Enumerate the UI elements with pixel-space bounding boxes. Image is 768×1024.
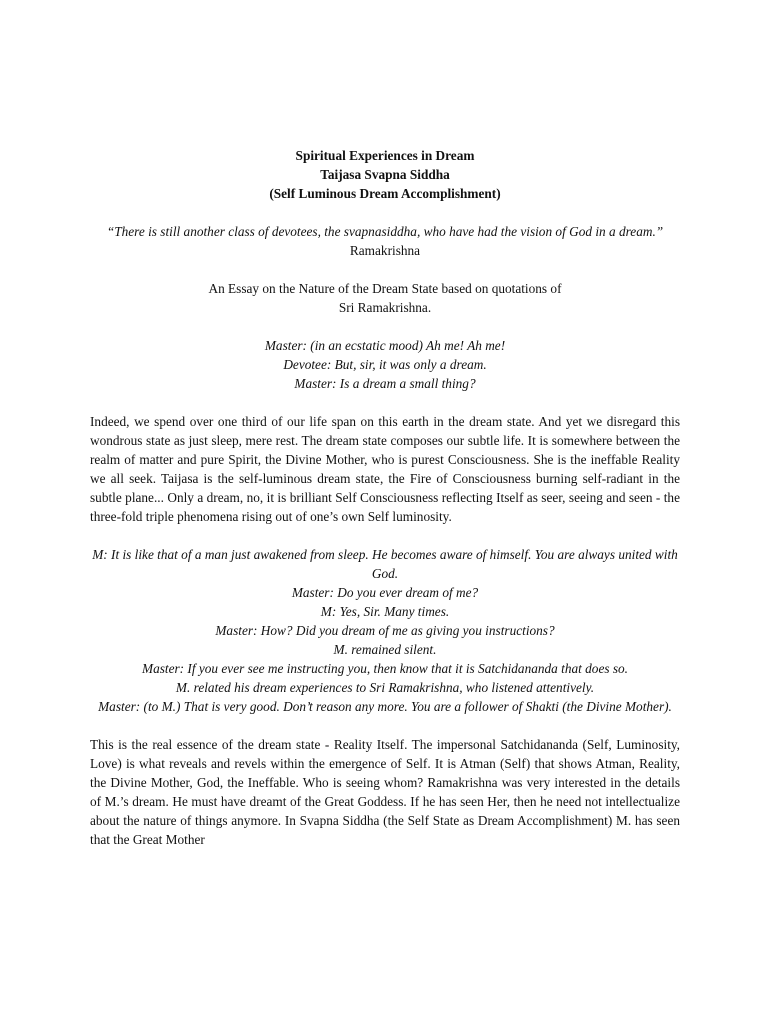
body-paragraph-2: This is the real essence of the dream state - Reality Itself. The impersonal Satchidananda (Self, Luminosity, Love) is what reveals and revels within the emergence of Self. It is Atman (Self) that shows Atman, Reality, the Divine Mother, God, the Ineffable. Who is seeing whom? Ramakrishna was very interested in the details of M.’s dream. He must have dreamt of the Great Goddess. If he has seen Her, then he need not intellectualize about the nature of things anymore. In Svapna Siddha (the Self State as Dream Accomplishment) M. has seen that the Great Mother [90,737,680,847]
dialogue-line: M: It is like that of a man just awakened from sleep. He becomes aware of himself. You are always united with God. [92,547,678,581]
spacer [90,203,680,222]
subtitle-line-1: An Essay on the Nature of the Dream State based on quotations of [208,281,562,296]
epigraph-attribution: Ramakrishna [349,243,421,258]
dialogue-block-1 [90,336,680,393]
dialogue-line: Master: If you ever see me instructing you, then know that it is Satchidananda that does so. [142,661,628,676]
document-page [90,146,680,849]
epigraph [90,222,680,260]
essay-subtitle [90,279,680,317]
title-line-2: Taijasa Svapna Siddha [320,167,450,182]
title-line-3: (Self Luminous Dream Accomplishment) [269,186,501,201]
epigraph-quote: “There is still another class of devotees, the svapnasiddha, who have had the vision of God in a dream.” [106,224,664,239]
dialogue-line: M. related his dream experiences to Sri Ramakrishna, who listened attentively. [175,680,595,695]
dialogue-line: Master: (in an ecstatic mood) Ah me! Ah me! [264,338,506,353]
dialogue-line: M. remained silent. [333,642,437,657]
dialogue-line: Devotee: But, sir, it was only a dream. [283,357,487,372]
dialogue-line: Master: Do you ever dream of me? [291,585,479,600]
dialogue-block-2 [90,545,680,716]
spacer [90,393,680,412]
spacer [90,716,680,735]
title-block [90,146,680,203]
dialogue-line: Master: Is a dream a small thing? [294,376,476,391]
spacer [90,260,680,279]
dialogue-line: Master: (to M.) That is very good. Don’t reason any more. You are a follower of Shakti (the Divine Mother). [98,699,672,714]
dialogue-line: Master: How? Did you dream of me as giving you instructions? [215,623,555,638]
body-paragraph-1: Indeed, we spend over one third of our life span on this earth in the dream state. And yet we disregard this wondrous state as just sleep, mere rest. The dream state composes our subtle life. It is somewhere between the realm of matter and pure Spirit, the Divine Mother, who is purest Consciousness. She is the ineffable Reality we all seek. Taijasa is the self-luminous dream state, the Fire of Consciousness burning self-radiant in the subtle plane... Only a dream, no, it is brilliant Self Consciousness reflecting Itself as seer, seeing and seen - the three-fold triple phenomena rising out of one’s own Self luminosity. [90,414,680,524]
subtitle-line-2: Sri Ramakrishna. [338,300,432,315]
spacer [90,317,680,336]
spacer [90,526,680,545]
title-line-1: Spiritual Experiences in Dream [295,148,475,163]
dialogue-line: M: Yes, Sir. Many times. [320,604,450,619]
